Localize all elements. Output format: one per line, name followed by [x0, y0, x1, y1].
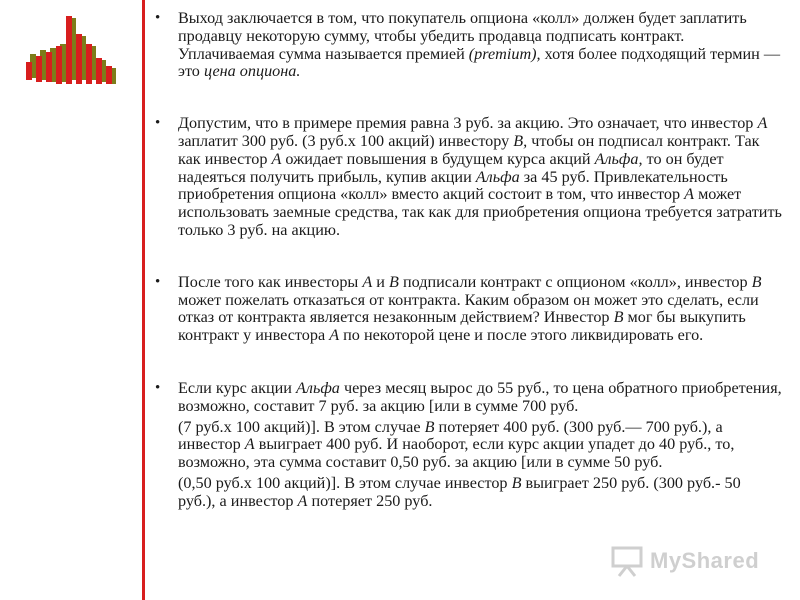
bullet-item	[150, 380, 782, 416]
continuation-paragraph: (0,50 руб.х 100 акций)]. В этом случае инвестор В выиграет 250 руб. (300 руб.- 50 руб.), а инвестор А потеряет 250 руб.	[178, 473, 741, 510]
content-area	[150, 10, 782, 511]
watermark-text: MyShared	[650, 548, 760, 573]
bullet-text: После того как инвесторы А и В подписали контракт с опционом «колл», инвестор В может пожелать отказаться от контракта. Каким образом он может это сделать, если отказ от контракта является незаконным действием? Инвестор В мог бы выкупить контракт у инвестора А по некоторой цене и после этого ликвидировать его.	[178, 272, 762, 345]
bullet-item	[150, 10, 782, 81]
bullet-text: Допустим, что в примере премия равна 3 руб. за акцию. Это означает, что инвестор А заплатит 300 руб. (3 руб.х 100 акций) инвестору В, чтобы он подписал контракт. Так как инвестор А ожидает повышения в будущем курса акций Альфа, то он будет надеяться получить прибыль, купив акции Альфа за 45 руб. Привлекательность приобретения опциона «колл» вместо акций состоит в том, что инвестор А может использовать заемные средства, так как для приобретения опциона требуется затратить только 3 руб. на акцию.	[178, 114, 782, 239]
bullet-text: Если курс акции Альфа через месяц вырос до 55 руб., то цена обратного приобретения, возможно, составит 7 руб. за акцию [или в сумме 700 руб.	[178, 378, 782, 415]
bullet-dot: •	[155, 379, 161, 396]
bullet-item	[150, 274, 782, 345]
bullet-dot: •	[155, 273, 161, 290]
logo-bars	[26, 16, 112, 84]
continuation-paragraph: (7 руб.х 100 акций)]. В этом случае В потеряет 400 руб. (300 руб.— 700 руб.), а инвестор А выиграет 400 руб. И наоборот, если курс акции упадет до 40 руб., то, возможно, эта сумма составит 0,50 руб. за акцию [или в сумме 50 руб.	[178, 417, 735, 472]
bullet-dot: •	[155, 10, 161, 26]
red-bar-chart-logo-icon	[22, 12, 126, 88]
bullet-text: Выход заключается в том, что покупатель опциона «колл» должен будет заплатить продавцу некоторую сумму, чтобы убедить продавца подписать контракт. Уплачиваемая сумма называется премией (premium), хотя более подходящий термин — это цена опциона.	[178, 9, 781, 81]
logo-shadow-bars	[30, 18, 116, 84]
presentation-board-icon	[610, 544, 644, 578]
watermark	[606, 542, 776, 582]
bullet-dot: •	[155, 115, 161, 132]
vertical-divider	[142, 0, 145, 600]
bullet-item	[150, 115, 782, 240]
